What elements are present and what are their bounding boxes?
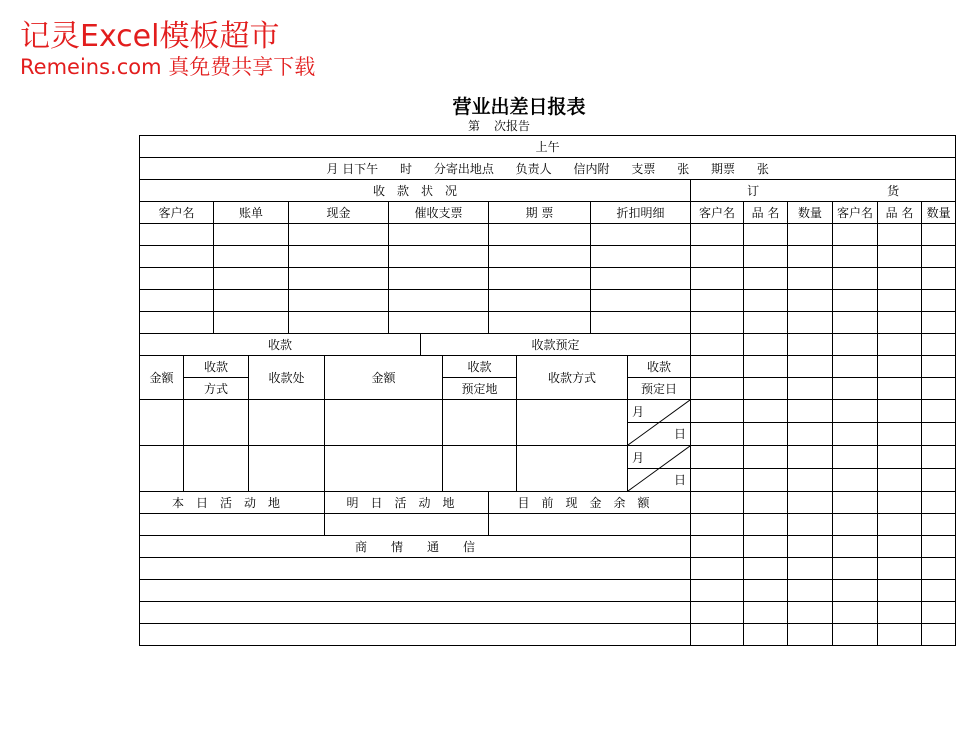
col-check: 催收支票	[389, 202, 489, 224]
month-label: 月	[632, 451, 645, 465]
receipt-plan-day-b: 预定日	[628, 378, 691, 400]
col-customer: 客户名	[140, 202, 214, 224]
table-row	[140, 290, 956, 312]
order-header-a: 订	[747, 184, 760, 198]
report-subtitle	[468, 117, 544, 134]
info-check: 支票	[631, 162, 656, 176]
business-comm-row	[140, 624, 956, 646]
month-day-cell[interactable]	[628, 400, 691, 446]
report-number-prefix: 第	[468, 119, 481, 133]
activity-header-row	[140, 492, 956, 514]
today-site-label: 本日活动地	[140, 492, 325, 514]
day-label: 日	[673, 427, 686, 441]
tomorrow-site-label: 明日活动地	[325, 492, 489, 514]
receipt-plan-day-a: 收款	[628, 356, 691, 378]
section-header-row	[140, 180, 956, 202]
col-bill: 账单	[214, 202, 289, 224]
business-comm-row	[140, 602, 956, 624]
col-discount: 折扣明细	[591, 202, 691, 224]
table-row	[140, 312, 956, 334]
receipt-plan-place-b: 预定地	[443, 378, 517, 400]
receipt-header: 收款	[140, 334, 421, 356]
business-comm-label: 商 情 通 信	[140, 536, 691, 558]
col-cash: 现金	[289, 202, 389, 224]
info-sheets2: 张	[756, 162, 769, 176]
day-label: 日	[673, 473, 686, 487]
receipt-method-b: 方式	[184, 378, 249, 400]
col-order-item-1: 品 名	[744, 202, 788, 224]
receipt-row	[140, 446, 956, 469]
info-send-place: 分寄出地点	[433, 162, 494, 176]
col-order-item-2: 品 名	[878, 202, 922, 224]
info-responsible: 负责人	[515, 162, 552, 176]
info-hour: 时	[399, 162, 412, 176]
daily-report-table	[139, 135, 956, 646]
col-order-qty-1: 数量	[788, 202, 833, 224]
info-note: 期票	[711, 162, 736, 176]
table-row	[140, 268, 956, 290]
receipt-method2-label: 收款方式	[517, 356, 628, 400]
report-number-suffix: 次报告	[494, 119, 531, 133]
column-header-row	[140, 202, 956, 224]
order-header-b: 货	[887, 184, 900, 198]
business-comm-row	[140, 558, 956, 580]
dispatch-info	[140, 158, 956, 180]
info-afternoon: 月 日下午	[326, 162, 379, 176]
watermark-subtitle: Remeins.com 真免费共享下载	[20, 55, 316, 79]
col-note: 期 票	[489, 202, 591, 224]
morning-label: 上午	[140, 136, 956, 158]
col-order-customer-1: 客户名	[691, 202, 744, 224]
table-row	[140, 246, 956, 268]
receipt-subheader-row-1	[140, 356, 956, 378]
month-label: 月	[632, 405, 645, 419]
cash-balance-label: 目前现金余额	[489, 492, 691, 514]
collection-status-header: 收 款 状 况	[140, 180, 691, 202]
info-sheets1: 张	[677, 162, 690, 176]
receipt-method-a: 收款	[184, 356, 249, 378]
receipt-plan-header: 收款预定	[421, 334, 691, 356]
amount2-label: 金额	[325, 356, 443, 400]
receipt-header-row	[140, 334, 956, 356]
receipt-place-label: 收款处	[249, 356, 325, 400]
business-comm-header-row	[140, 536, 956, 558]
receipt-plan-place-a: 收款	[443, 356, 517, 378]
activity-row	[140, 514, 956, 536]
watermark-title: 记灵Excel模板超市	[20, 19, 280, 54]
col-order-qty-2: 数量	[922, 202, 956, 224]
order-header	[691, 180, 956, 202]
report-title: 营业出差日报表	[452, 96, 586, 118]
receipt-row	[140, 400, 956, 423]
morning-row	[140, 136, 956, 158]
table-row	[140, 224, 956, 246]
col-order-customer-2: 客户名	[833, 202, 878, 224]
month-day-cell[interactable]	[628, 446, 691, 492]
amount-label: 金额	[140, 356, 184, 400]
business-comm-row	[140, 580, 956, 602]
dispatch-info-row	[140, 158, 956, 180]
info-enclosed: 信内附	[573, 162, 610, 176]
